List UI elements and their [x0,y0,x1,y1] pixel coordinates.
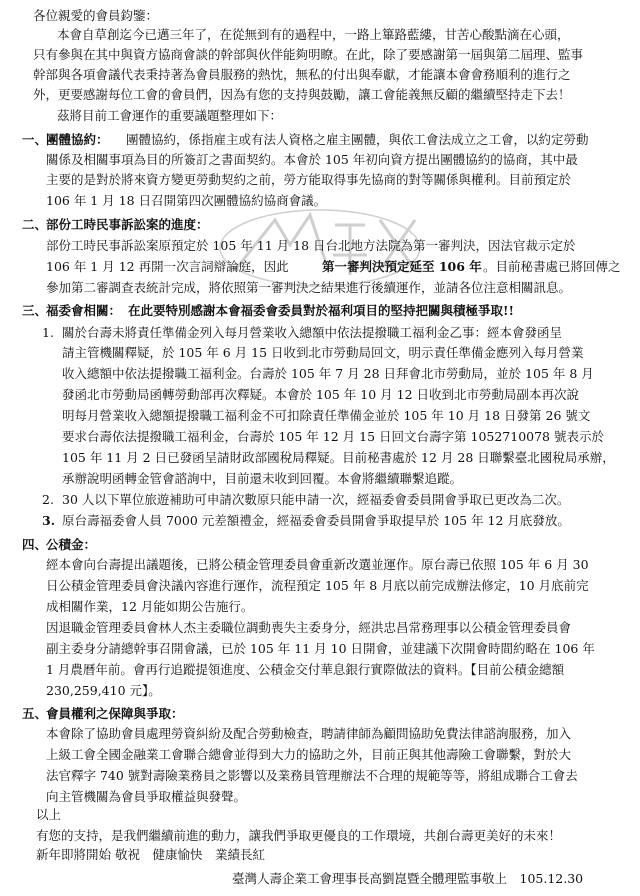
intro-line: 只有參與在其中與資方協商會談的幹部與伙伴能夠明瞭。在此，除了要感謝第一屆與第二屆理、監事 [33,47,584,62]
section-line: 副主委身分請總幹事召開會議，已於 105 年 11 月 10 日開會，並建議下次開會時間約略在 106 年 [46,641,595,656]
section-line: 向主管機關為會員爭取權益與發聲。 [46,789,247,804]
item-line: 收入總額中依法提撥職工福利金。台壽於 105 年 7 月 28 日拜會北市勞動局，並於 105 年 8 月 [62,366,594,381]
section-line: 。目前秘書處已將回傳之 [483,259,621,274]
item-line: 要求台壽依法提撥職工福利金，台壽於 105 年 12 月 15 日回文台壽字第 1052710078 號表示於 [62,429,604,444]
section-number: 五、 [22,706,48,721]
item-line: 承辦說明函轉金管會諮詢中，目前還未收到回覆。本會將繼續聯繫追蹤。 [62,471,463,486]
section-line: 關係及相關事項為目的所簽訂之書面契約。本會於 105 年初向資方提出團體協約的協商，其中最 [46,152,578,167]
item-line: 請主管機關釋疑，於 105 年 6 月 15 日收到北市勞動局回文，明示責任準備金應列入每月營業 [62,345,584,360]
item-line: 原台壽福委會人員 7000 元差額禮金，經福委會委員開會爭取提早於 105 年 12 月底發放。 [62,513,570,528]
greeting: 各位親愛的會員鈞鑒： [33,8,159,23]
section-line: 本會除了協助會員處理勞資糾紛及配合勞動檢查，聘請律師為顧問協助免費法律諮詢服務，加入 [46,726,572,741]
item-line: 明每月營業收入總額提撥職工福利金不可扣除責任準備金並於 105 年 10 月 18 日發第 26 號文 [62,408,591,423]
section-number: 一、 [22,132,48,147]
section-line: 部份工時民事訴訟案原預定於 105 年 11 月 18 日台北地方法院為第一審判決，因法官裁示定於 [46,238,576,253]
section-line: 106 年 1 月 18 日召開第四次團體協約協商會議。 [46,193,327,208]
section-line: 主要的是對於將來資方變更勞動契約之前，勞方能取得事先協商的對等關係與權利。目前預定於 [46,172,572,187]
section-line: 成相關作業，12 月能如期公告施行。 [46,599,254,614]
item-number: 2. [42,492,54,507]
section-title: 公積金： [46,537,97,552]
section-line: 1 月農曆年前。會再行追蹤提領進度、公積金交付華息銀行實際做法的資料。【目前公積金總額 [46,662,565,677]
section-line: 團體協約，係指雇主或有法人資格之雇主團體，與依工會法成立之工會，以約定勞動 [126,132,589,147]
closing-line: 以上 [36,807,62,822]
item-line: 關於台壽未將責任準備金列入每月營業收入總額中依法提撥職工福利金乙事：經本會發函呈 [62,325,563,340]
intro-line: 外，更要感謝每位工會的會員們，因為有您的支持與鼓勵，讓工會能義無反顧的繼續堅持走下去！ [33,87,571,102]
section-title: 團體協約： [46,132,109,147]
item-line: 105 年 11 月 2 日已發函呈請財政部國稅局釋疑。目前秘書處於 12 月 28 日聯繫臺北國稅局承辦， [62,450,615,465]
item-number: 3. [42,513,56,528]
section-line-emphasis: 第一審判決預定延至 106 年 [322,259,482,274]
section-number: 二、 [22,217,48,232]
closing-line: 新年即將開始 敬祝 健康愉快 業績長紅 [36,847,265,862]
section-line: 法官釋字 740 號對壽險業務員之影響以及業務員管理辦法不合理的規範等等，將組成聯合工會去 [46,768,578,783]
section-title: 部份工時民事訴訟案的進度： [46,217,209,232]
section-title: 會員權利之保障與爭取： [46,706,184,721]
section-number: 三、 [22,303,48,318]
section-title: 福委會相關： [46,303,122,318]
section-line: 經本會向台壽提出議題後，已將公積金管理委員會重新改選並運作。原台壽已依照 105 年 6 月 30 [46,557,589,572]
item-line: 發函北市勞動局函轉勞動部再次釋疑。本會於 105 年 10 月 12 日收到北市勞動局副本再次說 [62,387,580,402]
section-subtitle: 在此要特別感謝本會福委會委員對於福利項目的堅持把關與積極爭取!! [128,303,514,318]
section-line: 106 年 1 月 12 再開一次言詞辯論庭，因此 [46,259,289,274]
intro-line: 幹部與各項會議代表秉持著為會員服務的熱忱，無私的付出與奉獻，才能讓本會會務順利的進行之 [33,67,571,82]
item-line: 30 人以下單位旅遊補助可申請次數原只能申請一次，經福委會委員開會爭取已更改為二次。 [62,492,570,507]
section-line: 因退職金管理委員會林人杰主委職位調動喪失主委身分，經洪忠昌常務理事以公積金管理委員會 [46,620,572,635]
signature: 臺灣人壽企業工會理事長高劉崑暨全體理監事敬上 105.12.30 [232,871,584,886]
closing-line: 有您的支持，是我們繼續前進的動力，讓我們爭取更優良的工作環境，共創台壽更美好的未來！ [36,828,562,843]
intro-line: 本會自草創迄今已邁三年了，在從無到有的過程中，一路上篳路藍縷，甘苦心酸點滴在心頭， [57,27,570,42]
section-line: 230,259,410 元】。 [46,683,161,698]
item-number: 1. [42,325,54,340]
intro-line: 茲將目前工會運作的重要議題整理如下： [57,108,283,123]
section-line: 參加第二審調查表統計完成，將依照第一審判決之結果進行後續運作，並請各位注意相關訊息。 [46,280,572,295]
section-number: 四、 [22,537,48,552]
section-line: 日公積金管理委員會決議內容進行運作，流程預定 105 年 8 月底以前完成辦法修定，10 月底前完 [46,578,589,593]
section-line: 上級工會全國金融業工會聯合總會並得到大力的協助之外，目前正與其他壽險工會聯繫，對於大 [46,747,572,762]
